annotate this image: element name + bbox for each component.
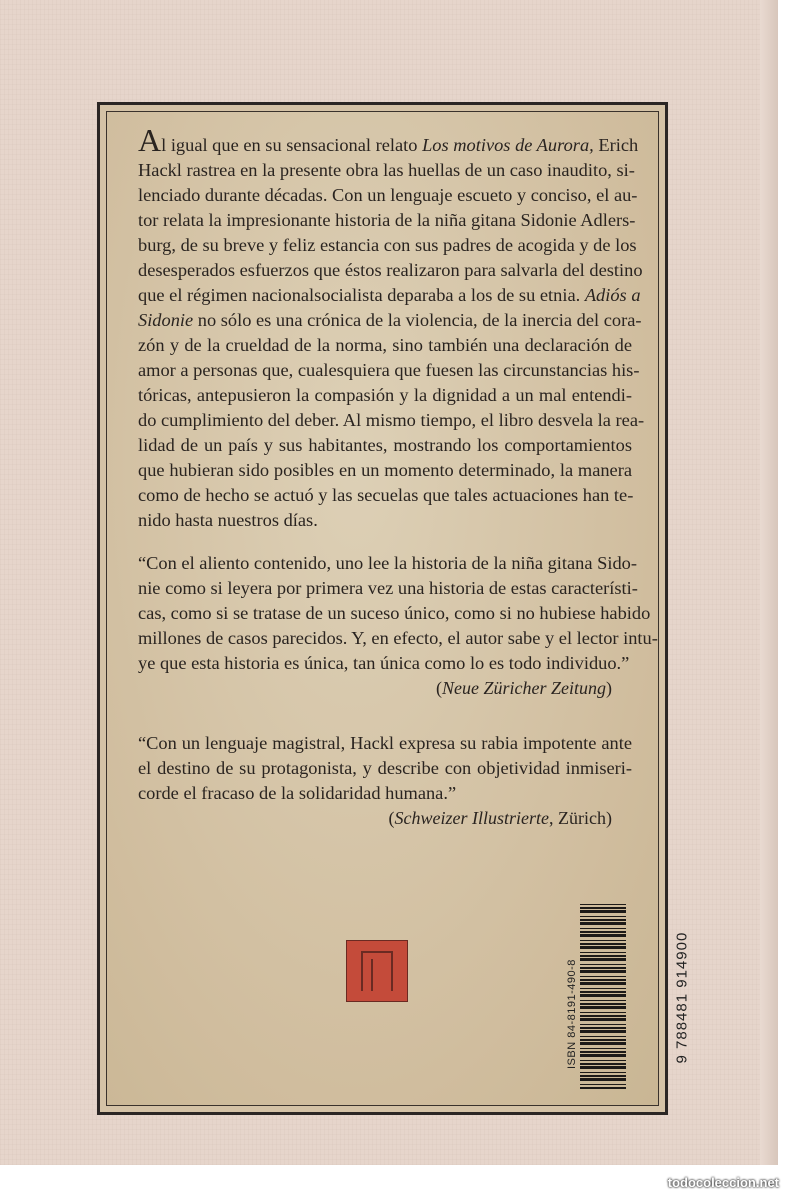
isbn-barcode: [552, 895, 691, 1095]
title-los-motivos-de-aurora: Los motivos de Aurora,: [422, 135, 594, 155]
blurb-text: [138, 122, 658, 831]
barcode-number: 9 788481 914900: [673, 931, 691, 1064]
text-line: burg, de su breve y feliz estancia con sus padres de acogida y de los: [138, 235, 637, 255]
text-line: nido hasta nuestros días.: [138, 510, 318, 530]
cover-edge: [760, 0, 778, 1165]
quote-line: nie como si leyera por primera vez una historia de estas característi-: [138, 578, 638, 598]
text-line: Sidonie no sólo es una crónica de la violencia, de la inercia del cora-: [138, 310, 642, 330]
barcode-icon: [580, 901, 626, 1089]
quote-source: (Neue Züricher Zeitung): [436, 678, 612, 698]
publisher-logo-icon: [361, 951, 393, 991]
review-quote-nzz: [138, 551, 658, 701]
title-sidonie: Sidonie: [138, 310, 194, 330]
text-line: zón y de la crueldad de la norma, sino también una declaración de: [138, 335, 632, 355]
review-quote-schweizer: [138, 731, 632, 831]
text-line: como de hecho se actuó y las secuelas que tales actuaciones han te-: [138, 485, 634, 505]
quote-line: millones de casos parecidos. Y, en efecto, el autor sabe y el lector intu-: [138, 628, 658, 648]
title-adios-a: Adiós a: [584, 285, 641, 305]
text-line: tóricas, antepusieron la compasión y la dignidad a un mal entendi-: [138, 385, 632, 405]
quote-line: ye que esta historia es única, tan única como lo es todo individuo.”: [138, 653, 630, 673]
quote-line: corde el fracaso de la solidaridad humana.”: [138, 783, 457, 803]
text-line: do cumplimiento del deber. Al mismo tiempo, el libro desvela la rea-: [138, 410, 645, 430]
text-line: Al igual que en su sensacional relato Los motivos de Aurora, Erich: [138, 122, 639, 158]
watermark: todocoleccion.net: [667, 1175, 779, 1190]
quote-line: cas, como si se tratase de un suceso único, como si no hubiese habido: [138, 603, 651, 623]
main-paragraph: [138, 122, 645, 533]
text-line: lidad de un país y sus habitantes, mostrando los comportamientos: [138, 435, 632, 455]
quote-source: (Schweizer Illustrierte, Zürich): [388, 808, 612, 828]
text-line: amor a personas que, cualesquiera que fuesen las circunstancias his-: [138, 360, 640, 380]
quote-line: “Con el aliento contenido, uno lee la historia de la niña gitana Sido-: [138, 553, 637, 573]
quote-line: el destino de su protagonista, y describe con objetividad inmiseri-: [138, 758, 632, 778]
text-line: que el régimen nacionalsocialista deparaba a los de su etnia. Adiós a: [138, 285, 641, 305]
text-line: desesperados esfuerzos que éstos realizaron para salvarla del destino: [138, 260, 643, 280]
quote-line: “Con un lenguaje magistral, Hackl expresa su rabia impotente ante: [138, 733, 632, 753]
text-line: que hubieran sido posibles en un momento determinado, la manera: [138, 460, 632, 480]
text-line: Hackl rastrea en la presente obra las huellas de un caso inaudito, si-: [138, 160, 635, 180]
dropcap: A: [138, 122, 162, 158]
text-line: lenciado durante décadas. Con un lenguaje escueto y conciso, el au-: [138, 185, 638, 205]
text-line: tor relata la impresionante historia de la niña gitana Sidonie Adlers-: [138, 210, 636, 230]
isbn-label: ISBN 84-8191-490-8: [566, 959, 578, 1069]
publisher-logo: [346, 940, 408, 1002]
